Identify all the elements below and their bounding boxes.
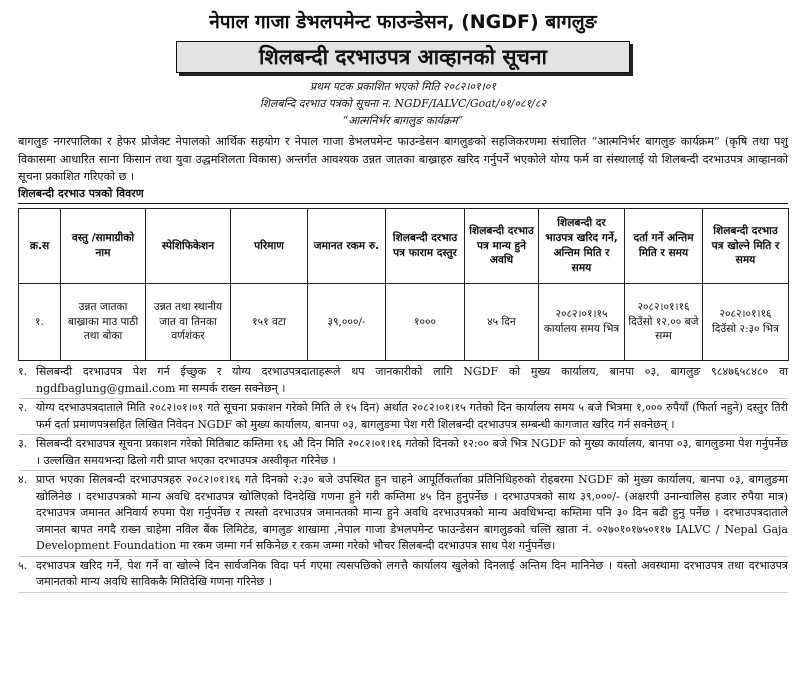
item-number: ५.	[18, 558, 28, 572]
table-header-row	[19, 209, 789, 284]
table-cell: १५१ वटा	[231, 284, 308, 361]
header-cell: वस्तु /सामाग्रीको नाम	[61, 209, 146, 284]
item-text: दरभाउपत्र खरिद गर्ने, पेश गर्ने वा खोल्ने दिन सार्वजनिक विदा पर्न गएमा त्यसपछिको लगत्तै कार्यालय खुलेको दिनलाई अन्तिम दिन मानिनेछ । यस्तो अवस्थामा दरभाउपत्र तथा दरभाउपत्र जमानतको मान्य अवधि साविककै मितिदेखि गणना गरिनेछ ।	[36, 558, 788, 589]
notice-banner: शिलबन्दी दरभाउपत्र आव्हानको सूचना	[176, 41, 630, 73]
header-cell: शिलबन्दी दरभाउ पत्र खोल्ने मिति र समय	[703, 209, 789, 284]
table-cell: २०८२।०१।१६ दिउँसो २:३० भित्र	[703, 284, 789, 361]
item-number: १.	[18, 365, 28, 379]
published-date: प्रथम पटक प्रकाशित भएको मिति २०८२।०१।०१	[309, 80, 496, 94]
list-item	[18, 471, 788, 557]
notice-meta	[18, 79, 788, 129]
item-text: प्राप्त भएका सिलबन्दी दरभाउपत्रहरु २०८२।०१।१६ गते दिनको २:३० बजे उपस्थित हुन चाहने आपूर्तिकर्ताका प्रतिनिधिहरुको रोहबरमा NGDF को मुख्य कार्यालय, बानपा ०३, बागलुङमा खोलिनेछ । दरभाउपत्रको मान्य अवधि दरभाउपत्र खोलिएको दिनदेखि गणना हुने गरी कम्तिमा ४५ दिन हुनुपर्नेछ । दरभाउपत्रको साथ ३९,०००/- (अक्षरपी उनान्चालिस हजार रुपैया मात्र) दरभाउपत्र जमानत अनिवार्य रुपमा पेश गर्नुपर्नेछ र त्यस्तो दरभाउपत्र जमानतको मान्य हुने अवधि दरभाउपत्रको मान्य अवधिभन्दा कम्तिमा पनि ३० दिन बढी हुनु पर्नेछ । दरभाउपत्रदाताले जमानत बापत नगदै राख्न चाहेमा नविल बैंक लिमिटेड, बागलुङ शाखामा ,नेपाल गाजा डेभलपमेन्ट फाउन्डेसन बागलुङको चल्ति खाता नं. ०२७०१०१७५०११७ IALVC / Nepal Gaja Development Foundation मा रकम जम्मा गर्न सकिनेछ र रकम जम्मा गरेको भौचर सिलबन्दी दरभाउपत्र साथ पेश गर्नुपर्नेछ।	[36, 473, 788, 553]
item-text: सिलबन्दी दरभाउपत्र सूचना प्रकाशन गरेको मितिबाट कम्तिमा १६ औ दिन मिति २०८२।०१।१६ गतेको दिनको १२:०० बजे भित्र NGDF को मुख्य कार्यालय, बानपा ०३, बागलुङमा पेश गर्नुपर्नेछ । उल्लखित समयभन्दा ढिलो गरी प्राप्त भएका दरभाउपत्र अस्वीकृत गरिनेछ ।	[36, 437, 788, 467]
item-text: योग्य दरभाउपत्रदाताले मिति २०८२।०१।०१ गते सूचना प्रकाशन गरेको मिति ले १५ दिन) अर्थात २०८२।०१।१५ गतेको दिन कार्यालय समय ५ बजे भित्रमा १,००० रुपैयाँ (फिर्ता नहुने) दस्तुर तिरी फर्म दर्ता प्रमाणपत्रसहित लिखित निवेदन NGDF को मुख्य कार्यालय, बानपा ०३, बागलुङमा पेश गरी शिलबन्दी दरभाउपत्र सम्बन्धी कागजात खरिद गर्न सक्नेछन् ।	[36, 401, 788, 431]
table-cell: उन्नत जातका बाख्राका माउ पाठी तथा बोका	[61, 284, 146, 361]
list-item	[18, 399, 788, 435]
table-cell: ४५ दिन	[465, 284, 539, 361]
header-cell: दर्ता गर्ने अन्तिम मिति र समय	[625, 209, 703, 284]
header-cell: शिलबन्दी दरभाउ पत्र फाराम दस्तुर	[386, 209, 465, 284]
item-text: सिलबन्दी दरभाउपत्र पेश गर्न ईच्छुक र योग्य दरभाउपत्रदाताहरूले थप जानकारीको लागि NGDF को मुख्य कार्यालय, बानपा ०३, बागलुङ ९८४७६५८४८० वा ngdfbaglung@gmail.com मा सम्पर्क राख्न सक्नेछन् ।	[36, 365, 788, 395]
list-item	[18, 363, 788, 399]
intro-paragraph: बागलुङ नगरपालिका र हेफर प्रोजेक्ट नेपालको आर्थिक सहयोग र नेपाल गाजा डेभलपमेन्ट फाउन्डेसन बागलुङको सहजिकरणमा संचालित “आत्मनिर्भर बागलुङ कार्यक्रम” (कृषि तथा पशु विकासमा आधारित साना किसान तथा युवा उद्धमशिलता विकास) अन्तर्गत आवश्यक उन्नत जातका बाख्राहरु खरिद गर्नुपर्ने भएकोले योग्य फर्म वा संस्थालाई यो शिलबन्दी दरभाउपत्र आव्हानको सूचना प्रकाशित गरिएको छ ।	[18, 135, 788, 184]
list-item	[18, 557, 788, 593]
terms-list	[18, 363, 788, 593]
item-number: २.	[18, 401, 28, 415]
header-cell: शिलबन्दी दर भाउपत्र खरिद गर्ने, अन्तिम मिति र समय	[539, 209, 625, 284]
tender-table	[18, 208, 789, 361]
header-cell: जमानत रकम रु.	[308, 209, 386, 284]
table-row	[19, 284, 789, 361]
header-cell: स्पेशिफिकेशन	[146, 209, 231, 284]
list-item	[18, 435, 788, 471]
item-number: ४.	[18, 473, 28, 487]
table-title: शिलबन्दी दरभाउ पत्रको विवरण	[18, 186, 788, 204]
header-cell: क्र.स	[19, 209, 61, 284]
header-cell: शिलबन्दी दरभाउ पत्र मान्य हुने अवधि	[465, 209, 539, 284]
table-cell: २०८२।०१।१६ दिउँसो १२.०० बजे सम्म	[625, 284, 703, 361]
header-cell: परिमाण	[231, 209, 308, 284]
table-cell: ३९,०००/-	[308, 284, 386, 361]
table-cell: १०००	[386, 284, 465, 361]
table-cell: उन्नत तथा स्थानीय जात वा तिनका वर्णशंकर	[146, 284, 231, 361]
notice-number: शिलबन्दि दरभाउ पत्रको सूचना न. NGDF/IALVC/Goat/०१/०८१/८२	[259, 96, 547, 110]
item-number: ३.	[18, 437, 28, 451]
table-cell: २०८२।०१।१५ कार्यालय समय भित्र	[539, 284, 625, 361]
program-name: “आत्मनिर्भर बागलुङ कार्यक्रम”	[342, 113, 464, 127]
organization-title: नेपाल गाजा डेभलपमेन्ट फाउन्डेसन, (NGDF) बागलुङ	[209, 11, 597, 33]
table-cell: १.	[19, 284, 61, 361]
